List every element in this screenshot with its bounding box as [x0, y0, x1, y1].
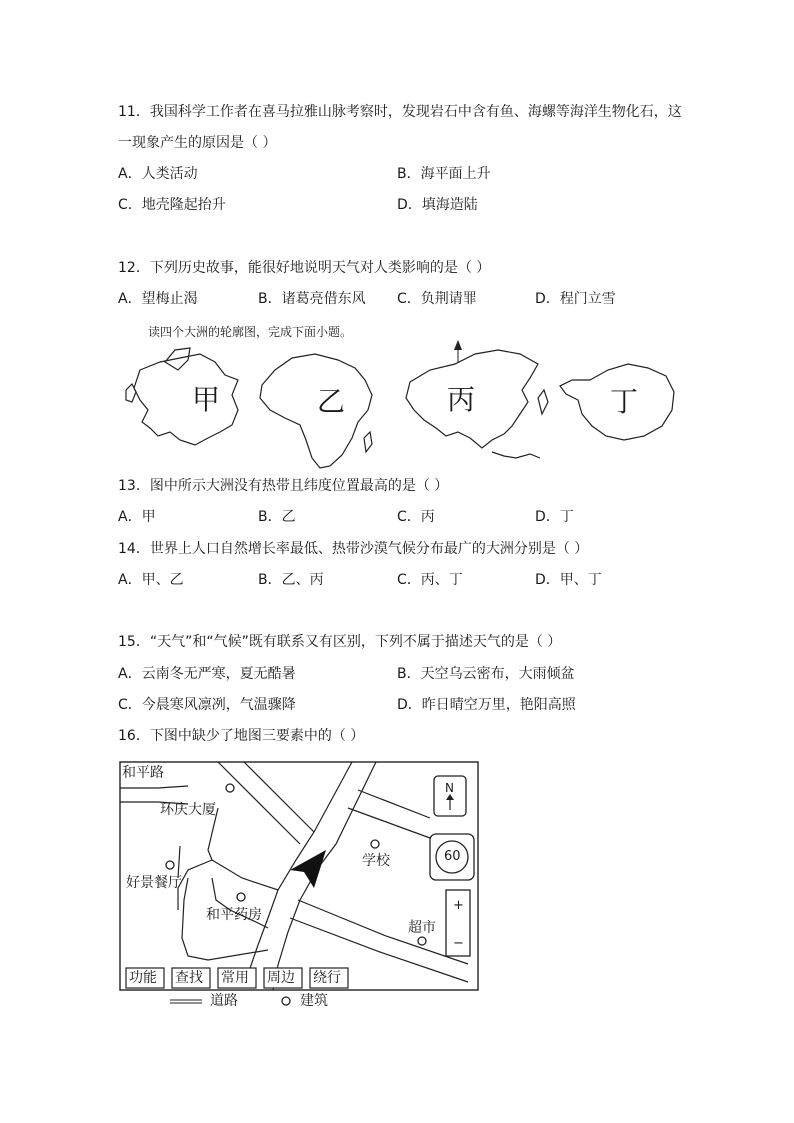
q15-option-a: A．云南冬无严寒，夏无酷暑 — [118, 666, 296, 682]
zoom-in-button[interactable]: + — [453, 898, 464, 913]
building-marker-school — [371, 840, 379, 848]
q12-option-d: D．程门立雪 — [535, 291, 616, 307]
q14-option-c: C．丙、丁 — [397, 572, 463, 588]
q12-option-b: B．诸葛亮借东风 — [258, 291, 366, 307]
q11-option-d: D．填海造陆 — [397, 197, 478, 213]
building-marker-supermarket — [418, 937, 426, 945]
q13-stem: 13．图中所示大洲没有热带且纬度位置最高的是（ ） — [118, 478, 449, 494]
map-road-name: 和平路 — [122, 765, 164, 781]
map-place-school: 学校 — [362, 853, 390, 869]
toolbar-search-button[interactable]: 查找 — [175, 970, 203, 986]
q12-option-c: C．负荆请罪 — [397, 291, 477, 307]
q11-stem-line2: 一现象产生的原因是（ ） — [118, 135, 277, 151]
madagascar-outline — [364, 432, 372, 452]
q13-option-a: A．甲 — [118, 509, 156, 525]
map-place-heping: 和平药房 — [206, 907, 262, 923]
q13-option-d: D．丁 — [535, 509, 574, 525]
map-place-haojing: 好景餐厅 — [126, 875, 182, 891]
q14-option-b: B．乙、丙 — [258, 572, 324, 588]
q12-stem: 12．下列历史故事，能很好地说明天气对人类影响的是（ ） — [118, 260, 491, 276]
zoom-out-button[interactable]: − — [453, 936, 464, 951]
map-place-huanqing: 环庆大厦 — [160, 802, 216, 818]
q16-stem: 16．下图中缺少了地图三要素中的（ ） — [118, 728, 365, 744]
q15-option-c: C．今晨寒风凛冽，气温骤降 — [118, 697, 296, 713]
legend-road-label: 道路 — [210, 993, 238, 1009]
q11-stem-line1: 11．我国科学工作者在喜马拉雅山脉考察时，发现岩石中含有鱼、海螺等海洋生物化石，这 — [118, 104, 682, 120]
north-arrow-mark — [454, 340, 462, 350]
map-place-supermarket: 超市 — [408, 920, 436, 936]
q11-option-a: A．人类活动 — [118, 166, 198, 182]
q15-option-d: D．昨日晴空万里，艳阳高照 — [397, 697, 576, 713]
continent-label-yi: 乙 — [317, 385, 346, 418]
toolbar-common-button[interactable]: 常用 — [221, 970, 249, 986]
toolbar-nearby-button[interactable]: 周边 — [267, 970, 295, 986]
figure-intro: 读四个大洲的轮廓图，完成下面小题。 — [148, 325, 353, 339]
continent-label-ding: 丁 — [610, 385, 639, 418]
building-marker-heping — [237, 893, 245, 901]
compass-north-label: N — [445, 781, 454, 795]
legend-building-label: 建筑 — [300, 993, 328, 1009]
q13-option-c: C．丙 — [397, 509, 435, 525]
q15-stem: 15．“天气”和“气候”既有联系又有区别，下列不属于描述天气的是（ ） — [118, 634, 562, 650]
africa-outline — [260, 354, 372, 468]
speed-limit-label: 60 — [444, 849, 461, 864]
q15-option-b: B．天空乌云密布，大雨倾盆 — [397, 666, 575, 682]
q14-option-a: A．甲、乙 — [118, 572, 184, 588]
building-marker-huanqing — [226, 784, 234, 792]
q13-option-b: B．乙 — [258, 509, 296, 525]
continent-figure — [120, 340, 680, 475]
legend-building-marker — [282, 997, 290, 1005]
indonesia-outline — [492, 452, 540, 458]
q11-option-c: C．地壳隆起抬升 — [118, 197, 226, 213]
continent-label-bing: 丙 — [447, 383, 476, 416]
map-figure — [118, 760, 480, 1015]
continent-label-jia: 甲 — [192, 383, 221, 416]
europe-outline — [134, 354, 238, 445]
building-marker-haojing — [166, 861, 174, 869]
q11-option-b: B．海平面上升 — [397, 166, 491, 182]
toolbar-detour-button[interactable]: 绕行 — [313, 970, 341, 986]
q14-option-d: D．甲、丁 — [535, 572, 602, 588]
q12-option-a: A．望梅止渴 — [118, 291, 198, 307]
q14-stem: 14．世界上人口自然增长率最低、热带沙漠气候分布最广的大洲分别是（ ） — [118, 541, 589, 557]
toolbar-function-button[interactable]: 功能 — [129, 970, 157, 986]
japan-outline — [538, 390, 548, 414]
